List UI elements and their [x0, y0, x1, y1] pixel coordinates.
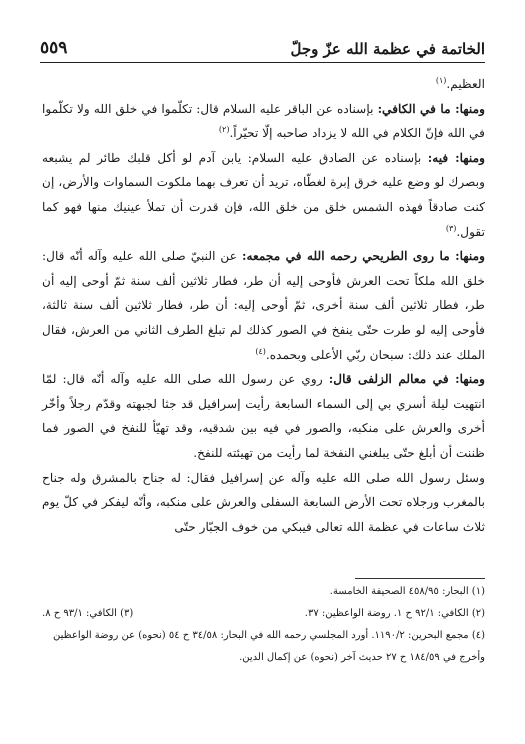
- paragraph-3: [42, 244, 485, 367]
- paragraph-heading: ومنها: في معالم الزلفى قال:: [328, 372, 485, 387]
- footnote-2: (٢) الكافي: ٩٢/١ ح ١. روضة الواعظين: ٣٧.: [304, 608, 485, 619]
- paragraph-1: [42, 97, 485, 146]
- paragraph-heading: ومنها: ما في الكافي:: [377, 101, 486, 116]
- paragraph-0: [42, 72, 485, 97]
- footnote-4: (٤) مجمع البحرين: ١١٩٠/٢. أورد المجلسي رحمه الله في البحار: ٣٤/٥٨ ح ٥٤ (نحوه) عن روضة الواعظين وأخرج في ١٨٤/٥٩ ح ٢٧ حديث آخر (نحوه) عن إكمال الدين.: [53, 630, 485, 663]
- footnote-ref[interactable]: (٤): [255, 346, 266, 356]
- paragraph-text: العظيم.: [446, 77, 485, 91]
- footnote-3: (٣) الكافي: ٩٣/١ ح ٨.: [42, 608, 134, 619]
- footnote-ref[interactable]: (٣): [445, 223, 457, 233]
- paragraph-text: بإسناده عن الصادق عليه السلام: يابن آدم لو أكل قلبك طائر لم يشبعه وبصرك لو وضع عليه خرق إبرة لغطّاه، تريد أن تعرف بهما ملكوت السماوات والأرض، إن كنت صادقاً فهذه الشمس خلق من خلق الله، فإن قدرت أن تملأ عينيك منها فهو كما تقول.: [42, 150, 485, 239]
- footnote-ref[interactable]: (١): [435, 75, 447, 85]
- paragraph-heading: ومنها: ما روى الطريحي رحمه الله في مجمعه:: [241, 249, 486, 264]
- main-text: [42, 72, 485, 539]
- paragraph-text: عن النبيّ صلى الله عليه وآله أنّه قال: خلق الله ملكاً تحت العرش فأوحى إليه أن طر، فطار ثلاثين ألف سنة ثمّ أوحى إليه أن طر، فطار ثلاثين ألف سنة أخرى، ثمّ أوحى إليه: أن طر، فطار ثلاثين ألف سنة ثالثة، فأوحى إليه لو طرت حتّى ينفخ في الصور كذلك لم تبلغ الطرف الثاني من العرش، فقال الملك عند ذلك: سبحان ربّي الأعلى وبحمده.: [42, 249, 485, 362]
- paragraph-text: بإسناده عن الباقر عليه السلام قال: تكلّموا في خلق الله ولا تكلّموا في الله فإنّ الكلام في الله لا يزداد صاحبه إلّا تحيّراً.: [42, 101, 485, 141]
- paragraph-text: روي عن رسول الله صلى الله عليه وآله أنّه قال: لمّا انتهيت ليلة أسري بي إلى السماء السابعة رأيت إسرافيل قد جثا لجبهته وقدّم رجلاً وأخّر أخرى والعرش على منكبه، والصور في فيه بين شدقيه، وقد تهيّأ للنفخ في الصور فما ظننت أن أبلغ حتّى يبلغني النفخة لما رأيت من تهيئته للنفخ.: [42, 372, 485, 460]
- paragraph-heading: ومنها: فيه:: [427, 150, 485, 165]
- paragraph-4: [42, 367, 485, 465]
- running-title: الخاتمة في عظمة الله عزّ وجلّ: [290, 40, 485, 58]
- footnotes: [42, 578, 485, 669]
- paragraph-5: [42, 466, 485, 540]
- footnote-1: (١) البحار: ٤٥٨/٩٥ الصحيفة الخامسة.: [329, 586, 485, 597]
- footnote-row: [42, 603, 485, 625]
- page-number: ٥٥٩: [40, 38, 68, 58]
- footnote-ref[interactable]: (٢): [218, 125, 230, 135]
- footnote-divider: [355, 578, 485, 579]
- paragraph-2: [42, 146, 485, 244]
- paragraph-text: وسئل رسول الله صلى الله عليه وآله عن إسرافيل فقال: له جناح بالمشرق وله جناح بالمغرب ورجلاه تحت الأرض السابعة السفلى والعرش على منكبه، وأنّه ليفكر في كلّ يوم ثلاث ساعات في عظمة الله تعالى فيبكي من خوف الجبّار حتّى: [42, 470, 485, 534]
- page-header: [40, 30, 485, 63]
